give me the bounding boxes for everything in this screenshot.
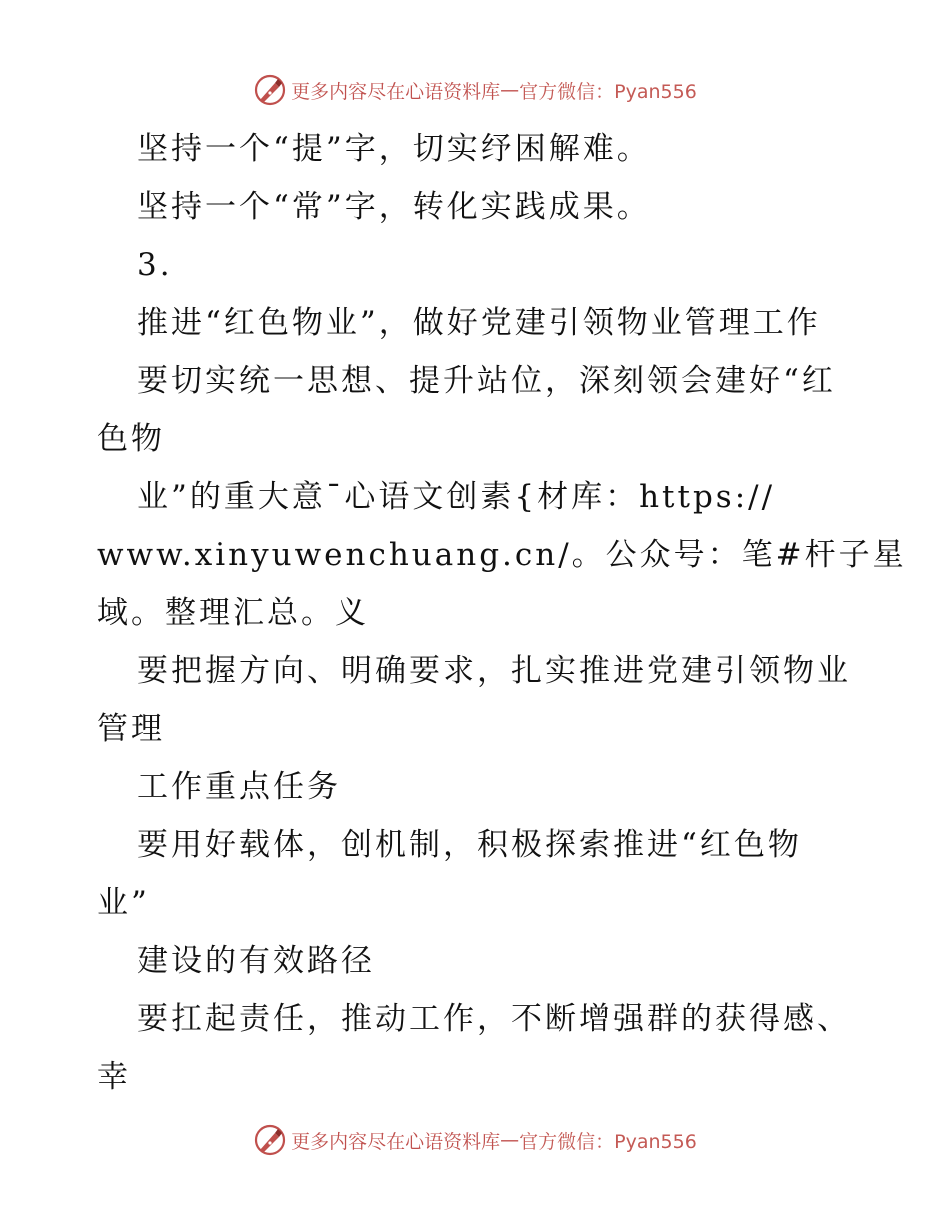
paragraph-line: 色物 [97, 421, 165, 457]
banner-dash: — [500, 1129, 520, 1151]
paragraph-line: 幸 [97, 1059, 131, 1095]
paragraph-line: 要用好载体，创机制，积极探索推进“红色物 [137, 827, 802, 863]
document-body [97, 120, 907, 1106]
paragraph-line: 要切实统一思想、提升站位，深刻领会建好“红 [137, 363, 836, 399]
paragraph-line: www.xinyuwenchuang.cn/。公众号：笔#杆子星 [97, 537, 907, 573]
banner-wechat-text: 官方微信：Pyan556 [519, 80, 697, 103]
footer-watermark-banner [0, 1120, 950, 1160]
paragraph-line: 管理 [97, 711, 165, 747]
pen-nib-logo-icon [253, 73, 287, 107]
banner-main-text: 更多内容尽在心语资料库 [291, 1130, 501, 1153]
paragraph-line: 坚持一个“常”字，转化实践成果。 [137, 189, 651, 225]
banner-wechat-text: 官方微信：Pyan556 [519, 1130, 697, 1153]
paragraph-line: 域。整理汇总。义 [97, 595, 369, 631]
banner-dash: — [500, 79, 520, 101]
paragraph-line: 工作重点任务 [137, 769, 341, 805]
banner-main-text: 更多内容尽在心语资料库 [291, 80, 501, 103]
section-number: 3. [137, 247, 173, 283]
header-watermark-banner [0, 70, 950, 110]
paragraph-line: 要把握方向、明确要求，扎实推进党建引领物业 [137, 653, 851, 689]
pen-nib-logo-icon [253, 1123, 287, 1157]
paragraph-line: 业” [97, 885, 150, 921]
section-heading: 推进“红色物业”，做好党建引领物业管理工作 [137, 305, 821, 341]
paragraph-line: 坚持一个“提”字，切实纾困解难。 [137, 131, 651, 167]
paragraph-line: 建设的有效路径 [137, 943, 375, 979]
paragraph-line: 业”的重大意¯心语文创素{材库：https:// [137, 479, 776, 515]
paragraph-line: 要扛起责任，推动工作，不断增强群的获得感、 [137, 1001, 851, 1037]
